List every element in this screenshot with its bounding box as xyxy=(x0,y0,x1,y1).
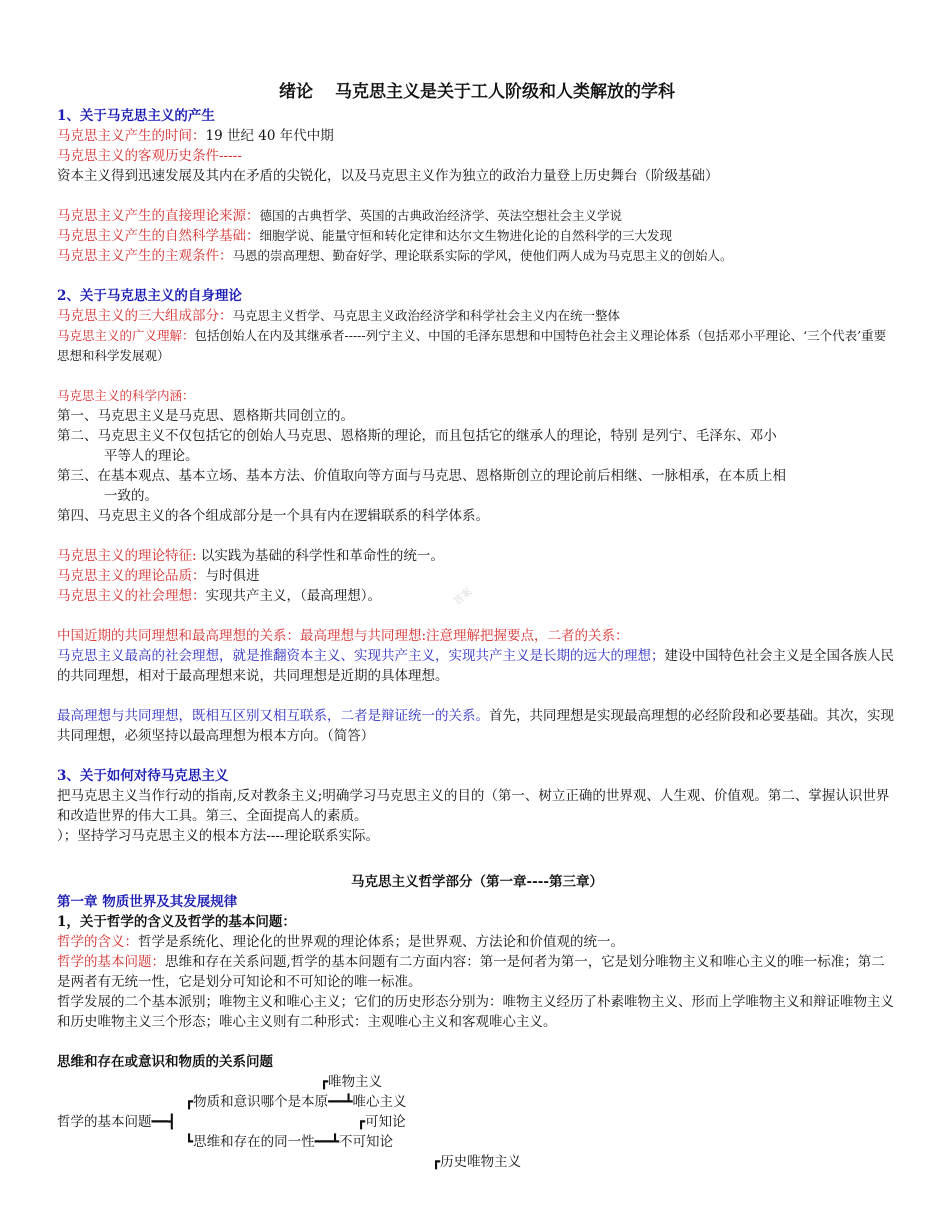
document-page xyxy=(57,80,897,1182)
science-basis: 马克思主义产生的自然科学基础：细胞学说、能量守恒和转化定律和达尔文生物进化论的自然科学的三大发现 xyxy=(57,228,673,244)
watermark: 答案 xyxy=(452,586,475,608)
meaning-item-2-cont: 平等人的理论。 xyxy=(104,448,199,464)
meaning-item-2: 第二、马克思主义不仅包括它的创始人马克思、恩格斯的理论，而且包括它的继承人的理论，特别 是列宁、毛泽东、邓小 xyxy=(57,428,777,444)
diagram-historical: ┏历史唯物主义 xyxy=(432,1154,522,1170)
section-2-heading: 2、关于马克思主义的自身理论 xyxy=(57,288,242,304)
diagram-knowable: ┏可知论 xyxy=(357,1114,406,1130)
treat-marxism-method: ）；坚持学习马克思主义的根本方法----理论联系实际。 xyxy=(57,828,379,844)
historical-conditions: 马克思主义的客观历史条件-----资本主义得到迅速发展及其内在矛盾的尖锐化，以及马克思主义作为独立的政治力量登上历史舞台（阶级基础） xyxy=(57,148,719,184)
title-part-1: 绪论 xyxy=(279,82,313,102)
basic-question-diagram xyxy=(57,1072,897,1182)
three-components: 马克思主义的三大组成部分：马克思主义哲学、马克思主义政治经济学和科学社会主义内在统一整体 xyxy=(57,308,621,324)
page-title xyxy=(57,80,897,104)
broad-understanding: 马克思主义的广义理解：包括创始人在内及其继承者-----列宁主义、中国的毛泽东思想和中国特色社会主义理论体系（包括邓小平理论、‘三个代表’重要思想和科学发展观） xyxy=(57,328,887,363)
philosophy-schools: 哲学发展的二个基本派别；唯物主义和唯心主义；它们的历史形态分别为：唯物主义经历了朴素唯物主义、形而上学唯物主义和辩证唯物主义和历史唯物主义三个形态；唯心主义则有二种形式：主观唯心主义和客观唯心主义。 xyxy=(57,994,894,1030)
diagram-title: 思维和存在或意识和物质的关系问题 xyxy=(57,1054,273,1070)
meaning-item-4: 第四、马克思主义的各个组成部分是一个具有内在逻辑联系的科学体系。 xyxy=(57,508,489,524)
ideal-relation-question: 中国近期的共同理想和最高理想的关系：最高理想与共同理想:注意理解把握要点，二者的关系： xyxy=(57,628,629,644)
basic-question: 哲学的基本问题：思维和存在关系问题,哲学的基本问题有二方面内容：第一是何者为第一，它是划分唯物主义和唯心主义的唯一标准；第二是两者有无统一性，它是划分可知论和不可知论的唯一标准。 xyxy=(57,954,885,990)
ideal-paragraph-1: 马克思主义最高的社会理想，就是推翻资本主义、实现共产主义，实现共产主义是长期的远大的理想；建设中国特色社会主义是全国各族人民的共同理想，相对于最高理想来说，共同理想是近期的具体理想。 xyxy=(57,648,894,684)
scientific-meaning-label: 马克思主义的科学内涵： xyxy=(57,388,195,403)
section-1-heading: 1、关于马克思主义的产生 xyxy=(57,108,215,124)
section-3-heading: 3、关于如何对待马克思主义 xyxy=(57,768,229,784)
theory-source: 马克思主义产生的直接理论来源：德国的古典哲学、英国的古典政治经济学、英法空想社会主义学说 xyxy=(57,208,623,224)
diagram-materialism: ┏唯物主义 xyxy=(320,1074,383,1090)
chapter-1-heading: 第一章 物质世界及其发展规律 xyxy=(57,894,238,910)
subjective-conditions: 马克思主义产生的主观条件：马恩的崇高理想、勤奋好学、理论联系实际的学风，使他们两人成为马克思主义的创始人。 xyxy=(57,248,733,264)
philosophy-heading: 马克思主义哲学部分（第一章----第三章） xyxy=(351,874,603,890)
social-ideal: 马克思主义的社会理想：实现共产主义，（最高理想）。 xyxy=(57,588,381,604)
treat-marxism-text: 把马克思主义当作行动的指南,反对教条主义;明确学习马克思主义的目的（第一、树立正确的世界观、人生观、价值观。第二、掌握认识世界和改造世界的伟大工具。第三、全面提高人的素质。 xyxy=(57,788,890,824)
meaning-item-3-cont: 一致的。 xyxy=(104,488,158,504)
origin-time: 马克思主义产生的时间：19 世纪 40 年代中期 xyxy=(57,128,334,144)
title-part-2: 马克思主义是关于工人阶级和人类解放的学科 xyxy=(335,82,675,102)
ideal-paragraph-2: 最高理想与共同理想，既相互区别又相互联系，二者是辩证统一的关系。首先，共同理想是实现最高理想的必经阶段和必要基础。其次，实现共同理想，必须坚持以最高理想为根本方向。（简答） xyxy=(57,708,894,744)
theory-feature: 马克思主义的理论特征: 以实践为基础的科学性和革命性的统一。 xyxy=(57,548,444,564)
meaning-item-3: 第三、在基本观点、基本立场、基本方法、价值取向等方面与马克思、恩格斯创立的理论前后相继、一脉相承，在本质上相 xyxy=(57,468,786,484)
diagram-identity: ┗思维和存在的同一性━━┻不可知论 xyxy=(185,1134,394,1150)
philosophy-subheading: 1，关于哲学的含义及哲学的基本问题： xyxy=(57,914,296,930)
diagram-origin: ┏物质和意识哪个是本原━━┻唯心主义 xyxy=(185,1094,407,1110)
diagram-root: 哲学的基本问题━━┫ xyxy=(57,1114,176,1130)
philosophy-definition: 哲学的含义：哲学是系统化、理论化的世界观的理论体系；是世界观、方法论和价值观的统一。 xyxy=(57,934,624,950)
meaning-item-1: 第一、马克思主义是马克思、恩格斯共同创立的。 xyxy=(57,408,354,424)
theory-quality: 马克思主义的理论品质：与时俱进 xyxy=(57,568,260,584)
